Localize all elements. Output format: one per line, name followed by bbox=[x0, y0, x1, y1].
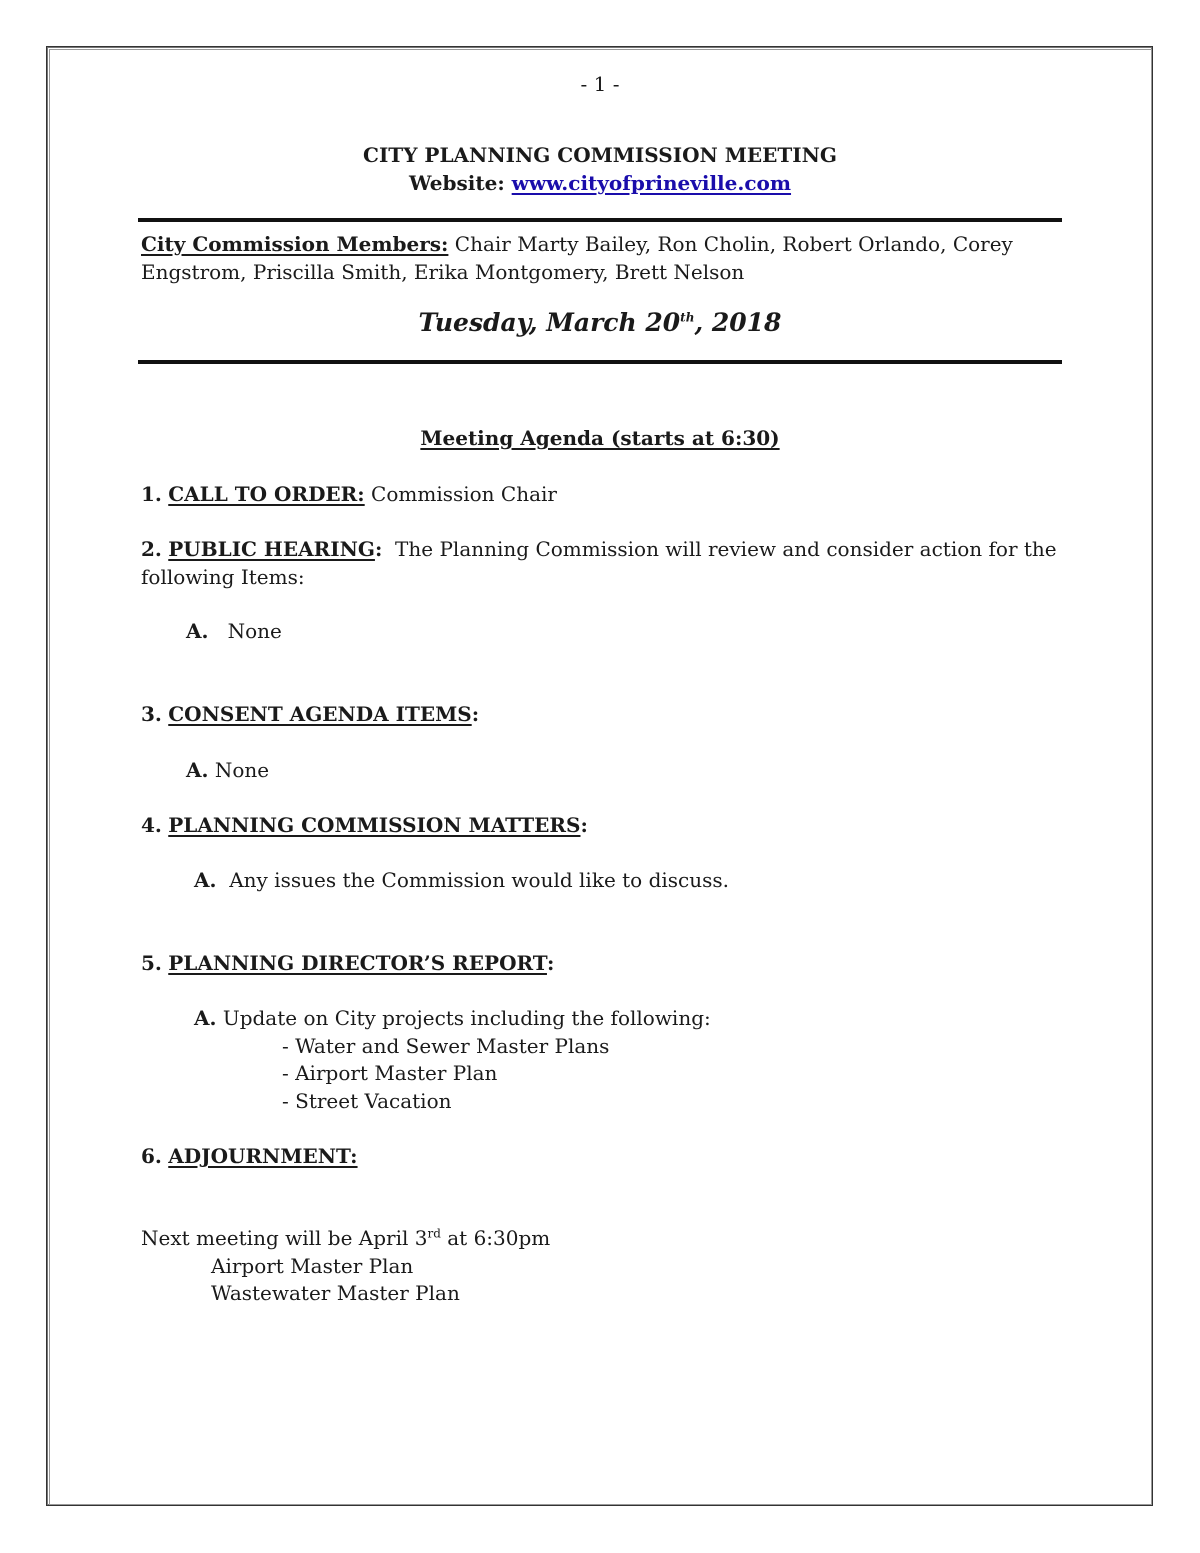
project-list-item: - Street Vacation bbox=[282, 1089, 452, 1113]
item-colon: : bbox=[374, 537, 383, 561]
meeting-date-main: Tuesday, March 20 bbox=[418, 308, 681, 337]
item-heading: PLANNING DIRECTOR’S REPORT bbox=[168, 951, 547, 975]
sub-letter: A. bbox=[194, 868, 217, 892]
header-rule-top bbox=[138, 218, 1062, 222]
item-heading: CALL TO ORDER: bbox=[168, 482, 365, 506]
next-meeting-topic: Wastewater Master Plan bbox=[211, 1281, 460, 1305]
item-heading: PLANNING COMMISSION MATTERS bbox=[168, 813, 581, 837]
website-label: Website: bbox=[408, 171, 505, 195]
item-text: Commission Chair bbox=[364, 482, 557, 506]
document-title: CITY PLANNING COMMISSION MEETING bbox=[363, 143, 837, 167]
sub-text: Update on City projects including the following: bbox=[222, 1006, 711, 1030]
item-heading: PUBLIC HEARING bbox=[168, 537, 375, 561]
next-meeting-time: at 6:30pm bbox=[440, 1226, 551, 1250]
sub-letter: A. bbox=[186, 758, 209, 782]
sub-text: Any issues the Commission would like to discuss. bbox=[229, 868, 729, 892]
meeting-date-sup: th bbox=[680, 310, 695, 325]
item-colon: : bbox=[546, 951, 555, 975]
item-text: The Planning Commission will review and consider action for the bbox=[395, 537, 1057, 561]
website-line bbox=[0, 170, 1200, 197]
project-list-item: - Water and Sewer Master Plans bbox=[282, 1034, 610, 1058]
agenda-item-5-sub-a bbox=[194, 1005, 711, 1032]
next-meeting-topic: Airport Master Plan bbox=[211, 1254, 414, 1278]
next-meeting bbox=[141, 1225, 550, 1252]
sub-text: None bbox=[214, 758, 270, 782]
agenda-item-4 bbox=[141, 812, 588, 839]
item-number: 1. bbox=[141, 482, 162, 506]
agenda-item-6 bbox=[141, 1143, 358, 1170]
members-label: City Commission Members: bbox=[141, 232, 449, 256]
item-number: 5. bbox=[141, 951, 162, 975]
agenda-item-3 bbox=[141, 701, 479, 728]
sub-letter: A. bbox=[194, 1006, 217, 1030]
members-names-1: Chair Marty Bailey, Ron Cholin, Robert Orlando, Corey bbox=[454, 232, 1013, 256]
sub-letter: A. bbox=[186, 619, 209, 643]
next-meeting-text: Next meeting will be April 3 bbox=[141, 1226, 428, 1250]
meeting-date-year: , 2018 bbox=[694, 308, 782, 337]
item-number: 4. bbox=[141, 813, 162, 837]
meeting-date bbox=[0, 308, 1200, 337]
members-line-1 bbox=[141, 231, 1013, 258]
agenda-item-2 bbox=[141, 536, 1057, 563]
item-heading: ADJOURNMENT: bbox=[168, 1144, 358, 1168]
header-rule-bottom bbox=[138, 360, 1062, 364]
agenda-item-5 bbox=[141, 950, 554, 977]
item-number: 2. bbox=[141, 537, 162, 561]
agenda-item-4-sub-a bbox=[194, 867, 729, 894]
item-number: 6. bbox=[141, 1144, 162, 1168]
agenda-item-1 bbox=[141, 481, 557, 508]
page-number: - 1 - bbox=[580, 72, 620, 96]
project-list-item: - Airport Master Plan bbox=[282, 1061, 498, 1085]
item-colon: : bbox=[471, 702, 480, 726]
item-number: 3. bbox=[141, 702, 162, 726]
item-colon: : bbox=[580, 813, 588, 837]
item-heading: CONSENT AGENDA ITEMS bbox=[168, 702, 472, 726]
website-link[interactable]: www.cityofprineville.com bbox=[511, 171, 792, 195]
sub-text: None bbox=[227, 619, 282, 643]
agenda-item-2-sub-a bbox=[186, 618, 282, 645]
members-names-2: Engstrom, Priscilla Smith, Erika Montgomery, Brett Nelson bbox=[141, 260, 745, 284]
agenda-item-3-sub-a bbox=[186, 757, 269, 784]
agenda-title: Meeting Agenda (starts at 6:30) bbox=[420, 426, 780, 450]
next-meeting-sup: rd bbox=[427, 1226, 441, 1241]
agenda-item-2-continued: following Items: bbox=[141, 565, 305, 589]
